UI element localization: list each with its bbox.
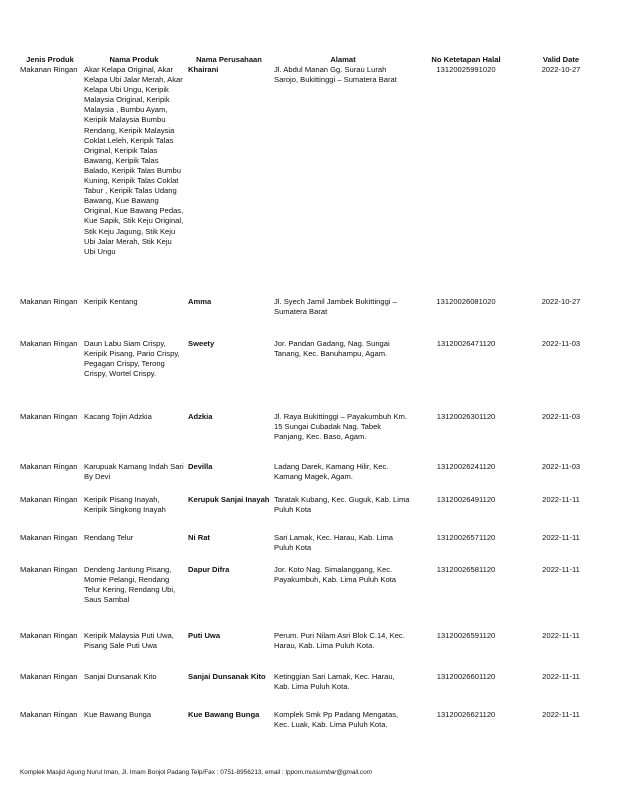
cell-no-ketetapan-halal: 13120026601120 [436,672,496,681]
cell-alamat: Jl. Syech Jamil Jambek Bukittinggi – Sumatera Barat [274,297,397,317]
table-row [18,495,604,533]
cell-nama-produk: Rendang Telur [84,533,134,542]
cell-alamat: Taratak Kubang, Kec. Guguk, Kab. Lima Puluh Kota [274,495,410,515]
cell-valid-date: 2022-10-27 [541,65,581,74]
cell-valid-date: 2022-11-11 [542,565,580,574]
footer-email[interactable]: lppom.muisumbar@gmail.com [285,769,373,776]
cell-alamat: Jor. Koto Nag. Simalanggang, Kec. Payakumbuh, Kab. Lima Puluh Kota [274,565,396,585]
cell-jenis-produk: Makanan Ringan [20,631,78,640]
cell-alamat: Sari Lamak, Kec. Harau, Kab. Lima Puluh Kota [274,533,394,553]
cell-nama-perusahaan: Adzkia [188,412,213,421]
cell-jenis-produk: Makanan Ringan [20,297,78,306]
cell-nama-produk: Karupuak Kamang Indah Sari By Devi [84,462,184,482]
cell-jenis-produk: Makanan Ringan [20,65,78,74]
cell-nama-perusahaan: Devilla [188,462,213,471]
cell-nama-perusahaan: Sanjai Dunsanak Kito [188,672,266,681]
cell-jenis-produk: Makanan Ringan [20,533,78,542]
halal-certificate-table [18,54,604,746]
cell-nama-produk: Akar Kelapa Original, Akar Kelapa Ubi Jalar Merah, Akar Kelapa Ubi Ungu, Keripik Malaysia Original, Keripik Malaysia , Bumbu Ayam, Keripik Malaysia Bumbu Rendang, Keripik Malaysia Coklat Leleh, Keripik Talas Original, Keripik Talas Bawang, Keripik Talas Balado, Keripik Talas Bumbu Kuning, Keripik Talas Coklat Tabur , Keripik Talas Udang Bawang, Kue Bawang Original, Kue Bawang Pedas, Kue Sapik, Stik Keju Original, Stik Keju Jagung, Stik Keju Ubi Jalar Merah, Stik Keju Ubi Ungu [84,65,184,256]
cell-valid-date: 2022-10-27 [541,297,581,306]
cell-jenis-produk: Makanan Ringan [20,565,78,574]
table-row [18,565,604,631]
cell-valid-date: 2022-11-11 [542,533,580,542]
table-row [18,462,604,495]
cell-nama-perusahaan: Khairani [188,65,219,74]
cell-jenis-produk: Makanan Ringan [20,710,78,719]
cell-nama-perusahaan: Kue Bawang Bunga [188,710,260,719]
cell-alamat: Ketinggian Sari Lamak, Kec. Harau, Kab. Lima Puluh Kota. [274,672,395,692]
cell-no-ketetapan-halal: 13120026471120 [436,339,496,348]
cell-alamat: Perum. Puri Nilam Asri Blok C.14, Kec. Harau, Kab. Lima Puluh Kota. [274,631,405,651]
cell-alamat: Ladang Darek, Kamang Hilir, Kec. Kamang Magek, Agam. [274,462,389,482]
cell-nama-produk: Kue Bawang Bunga [84,710,152,719]
cell-no-ketetapan-halal: 13120026581120 [436,565,496,574]
cell-jenis-produk: Makanan Ringan [20,672,78,681]
table-row [18,339,604,412]
cell-nama-produk: Dendeng Jantung Pisang, Momie Pelangi, Rendang Telur Kering, Rendang Ubi, Saus Sambal [84,565,176,605]
cell-valid-date: 2022-11-11 [542,631,580,640]
table-row [18,412,604,462]
cell-nama-produk: Daun Labu Siam Crispy, Keripik Pisang, Pario Crispy, Pegagan Crispy, Terong Crispy, Wortel Crispy. [84,339,180,379]
cell-nama-produk: Keripik Malaysia Puti Uwa, Pisang Sale Puti Uwa [84,631,174,651]
cell-nama-perusahaan: Dapur Difra [188,565,230,574]
cell-jenis-produk: Makanan Ringan [20,462,78,471]
cell-alamat: Jor. Pandan Gadang, Nag. Sungai Tanang, Kec. Banuhampu, Agam. [274,339,390,359]
cell-nama-perusahaan: Kerupuk Sanjai Inayah [188,495,270,504]
header-nama-produk: Nama Produk [109,55,159,64]
header-valid-date: Valid Date [542,55,580,64]
cell-no-ketetapan-halal: 13120026301120 [436,412,496,421]
cell-no-ketetapan-halal: 13120026621120 [436,710,496,719]
cell-nama-produk: Keripik Kentang [84,297,138,306]
header-no-ketetapan-halal: No Ketetapan Halal [431,55,501,64]
table-row [18,710,604,746]
header-alamat: Alamat [330,55,356,64]
cell-valid-date: 2022-11-03 [541,462,581,471]
cell-valid-date: 2022-11-03 [541,412,581,421]
cell-jenis-produk: Makanan Ringan [20,412,78,421]
cell-alamat: Jl. Raya Bukittinggi – Payakumbuh Km. 15 Sungai Cubadak Nag. Tabek Panjang, Kec. Baso, Agam. [274,412,407,442]
cell-valid-date: 2022-11-11 [542,495,580,504]
cell-jenis-produk: Makanan Ringan [20,495,78,504]
cell-alamat: Komplek Smk Pp Padang Mengatas, Kec. Luak, Kab. Lima Puluh Kota. [274,710,399,730]
cell-valid-date: 2022-11-11 [542,672,580,681]
cell-no-ketetapan-halal: 13120026491120 [436,495,496,504]
cell-valid-date: 2022-11-11 [542,710,580,719]
table-row [18,631,604,672]
cell-nama-perusahaan: Sweety [188,339,215,348]
cell-jenis-produk: Makanan Ringan [20,339,78,348]
cell-alamat: Jl. Abdul Manan Gg. Surau Lurah Sarojo, Bukittinggi – Sumatera Barat [274,65,397,85]
table-header-row [18,54,604,65]
table-row [18,533,604,565]
cell-nama-produk: Sanjai Dunsanak Kito [84,672,157,681]
table-row [18,297,604,339]
cell-nama-produk: Keripik Pisang Inayah, Keripik Singkong Inayah [84,495,166,515]
page-footer [20,769,372,776]
header-nama-perusahaan: Nama Perusahaan [196,55,262,64]
cell-no-ketetapan-halal: 13120026241120 [436,462,496,471]
cell-nama-perusahaan: Puti Uwa [188,631,221,640]
cell-no-ketetapan-halal: 13120026591120 [436,631,496,640]
cell-no-ketetapan-halal: 13120026081020 [436,297,496,306]
table-row [18,672,604,710]
cell-nama-produk: Kacang Tojin Adzkia [84,412,152,421]
cell-no-ketetapan-halal: 13120026571120 [436,533,496,542]
cell-valid-date: 2022-11-03 [541,339,581,348]
cell-nama-perusahaan: Ni Rat [188,533,210,542]
footer-address: Komplek Masjid Agung Nurul Iman, Jl. Imam Bonjol Padang Telp/Fax : 0751-8956213, email : [20,769,284,776]
header-jenis-produk: Jenis Produk [26,55,74,64]
cell-no-ketetapan-halal: 13120025991020 [436,65,496,74]
cell-nama-perusahaan: Amma [188,297,212,306]
table-row [18,65,604,297]
